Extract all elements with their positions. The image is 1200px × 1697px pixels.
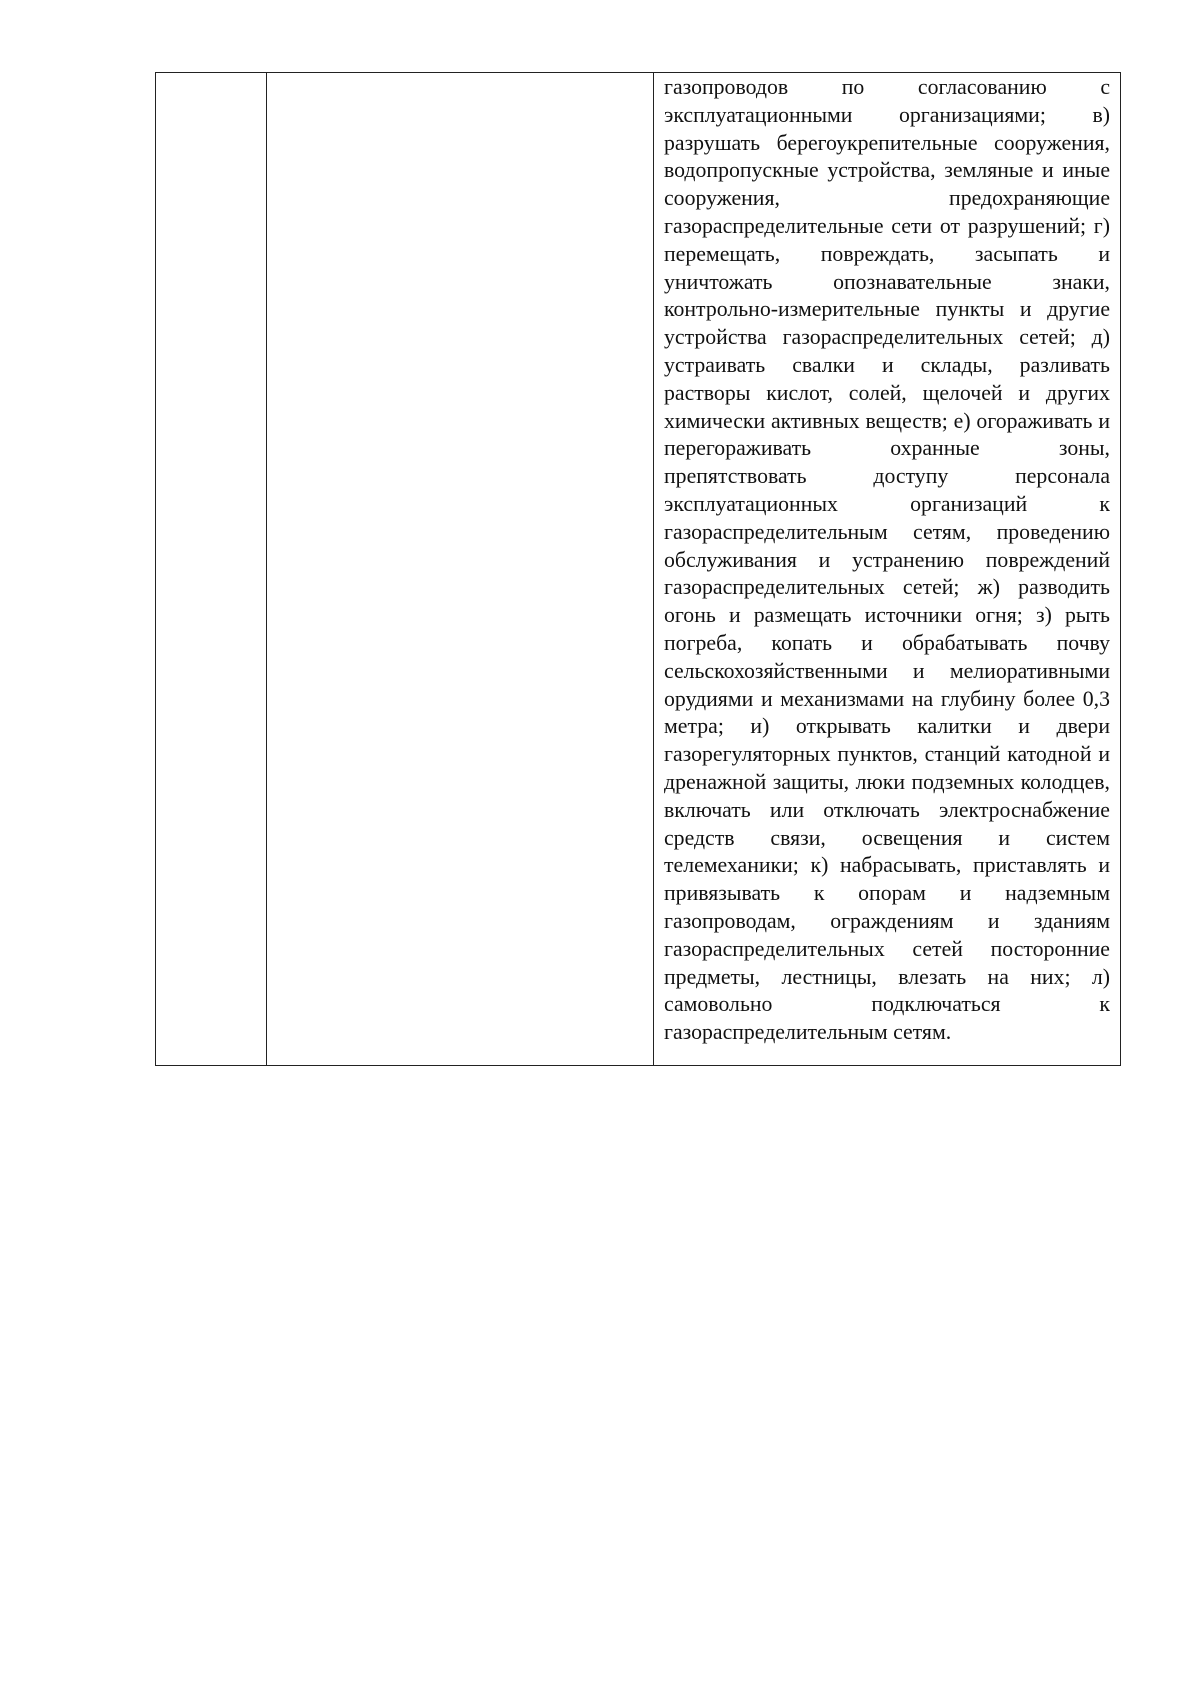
table-row — [156, 73, 1121, 1066]
restrictions-text: газопроводов по согласованию с эксплуатационными организациями; в) разрушать берегоукрепительные сооружения, водопропускные устройства, земляные и иные сооружения, предохраняющие газораспределительные сети от разрушений; г) перемещать, повреждать, засыпать и уничтожать опознавательные знаки, контрольно-измерительные пункты и другие устройства газораспределительных сетей; д) устраивать свалки и склады, разливать растворы кислот, солей, щелочей и других химически активных веществ; е) огораживать и перегораживать охранные зоны, препятствовать доступу персонала эксплуатационных организаций к газораспределительным сетям, проведению обслуживания и устранению повреждений газораспределительных сетей; ж) разводить огонь и размещать источники огня; з) рыть погреба, копать и обрабатывать почву сельскохозяйственными и мелиоративными орудиями и механизмами на глубину более 0,3 метра; и) открывать калитки и двери газорегуляторных пунктов, станций катодной и дренажной защиты, люки подземных колодцев, включать или отключать электроснабжение средств связи, освещения и систем телемеханики; к) набрасывать, приставлять и привязывать к опорам и надземным газопроводам, ограждениям и зданиям газораспределительных сетей посторонние предметы, лестницы, влезать на них; л) самовольно подключаться к газораспределительным сетям. — [664, 75, 1110, 1045]
table-cell-object — [267, 73, 654, 1066]
cell-text-object — [267, 73, 653, 92]
table-cell-number — [156, 73, 267, 1066]
table-cell-restrictions — [654, 73, 1121, 1066]
requirements-table — [155, 72, 1121, 1066]
cell-text-number — [156, 73, 266, 92]
